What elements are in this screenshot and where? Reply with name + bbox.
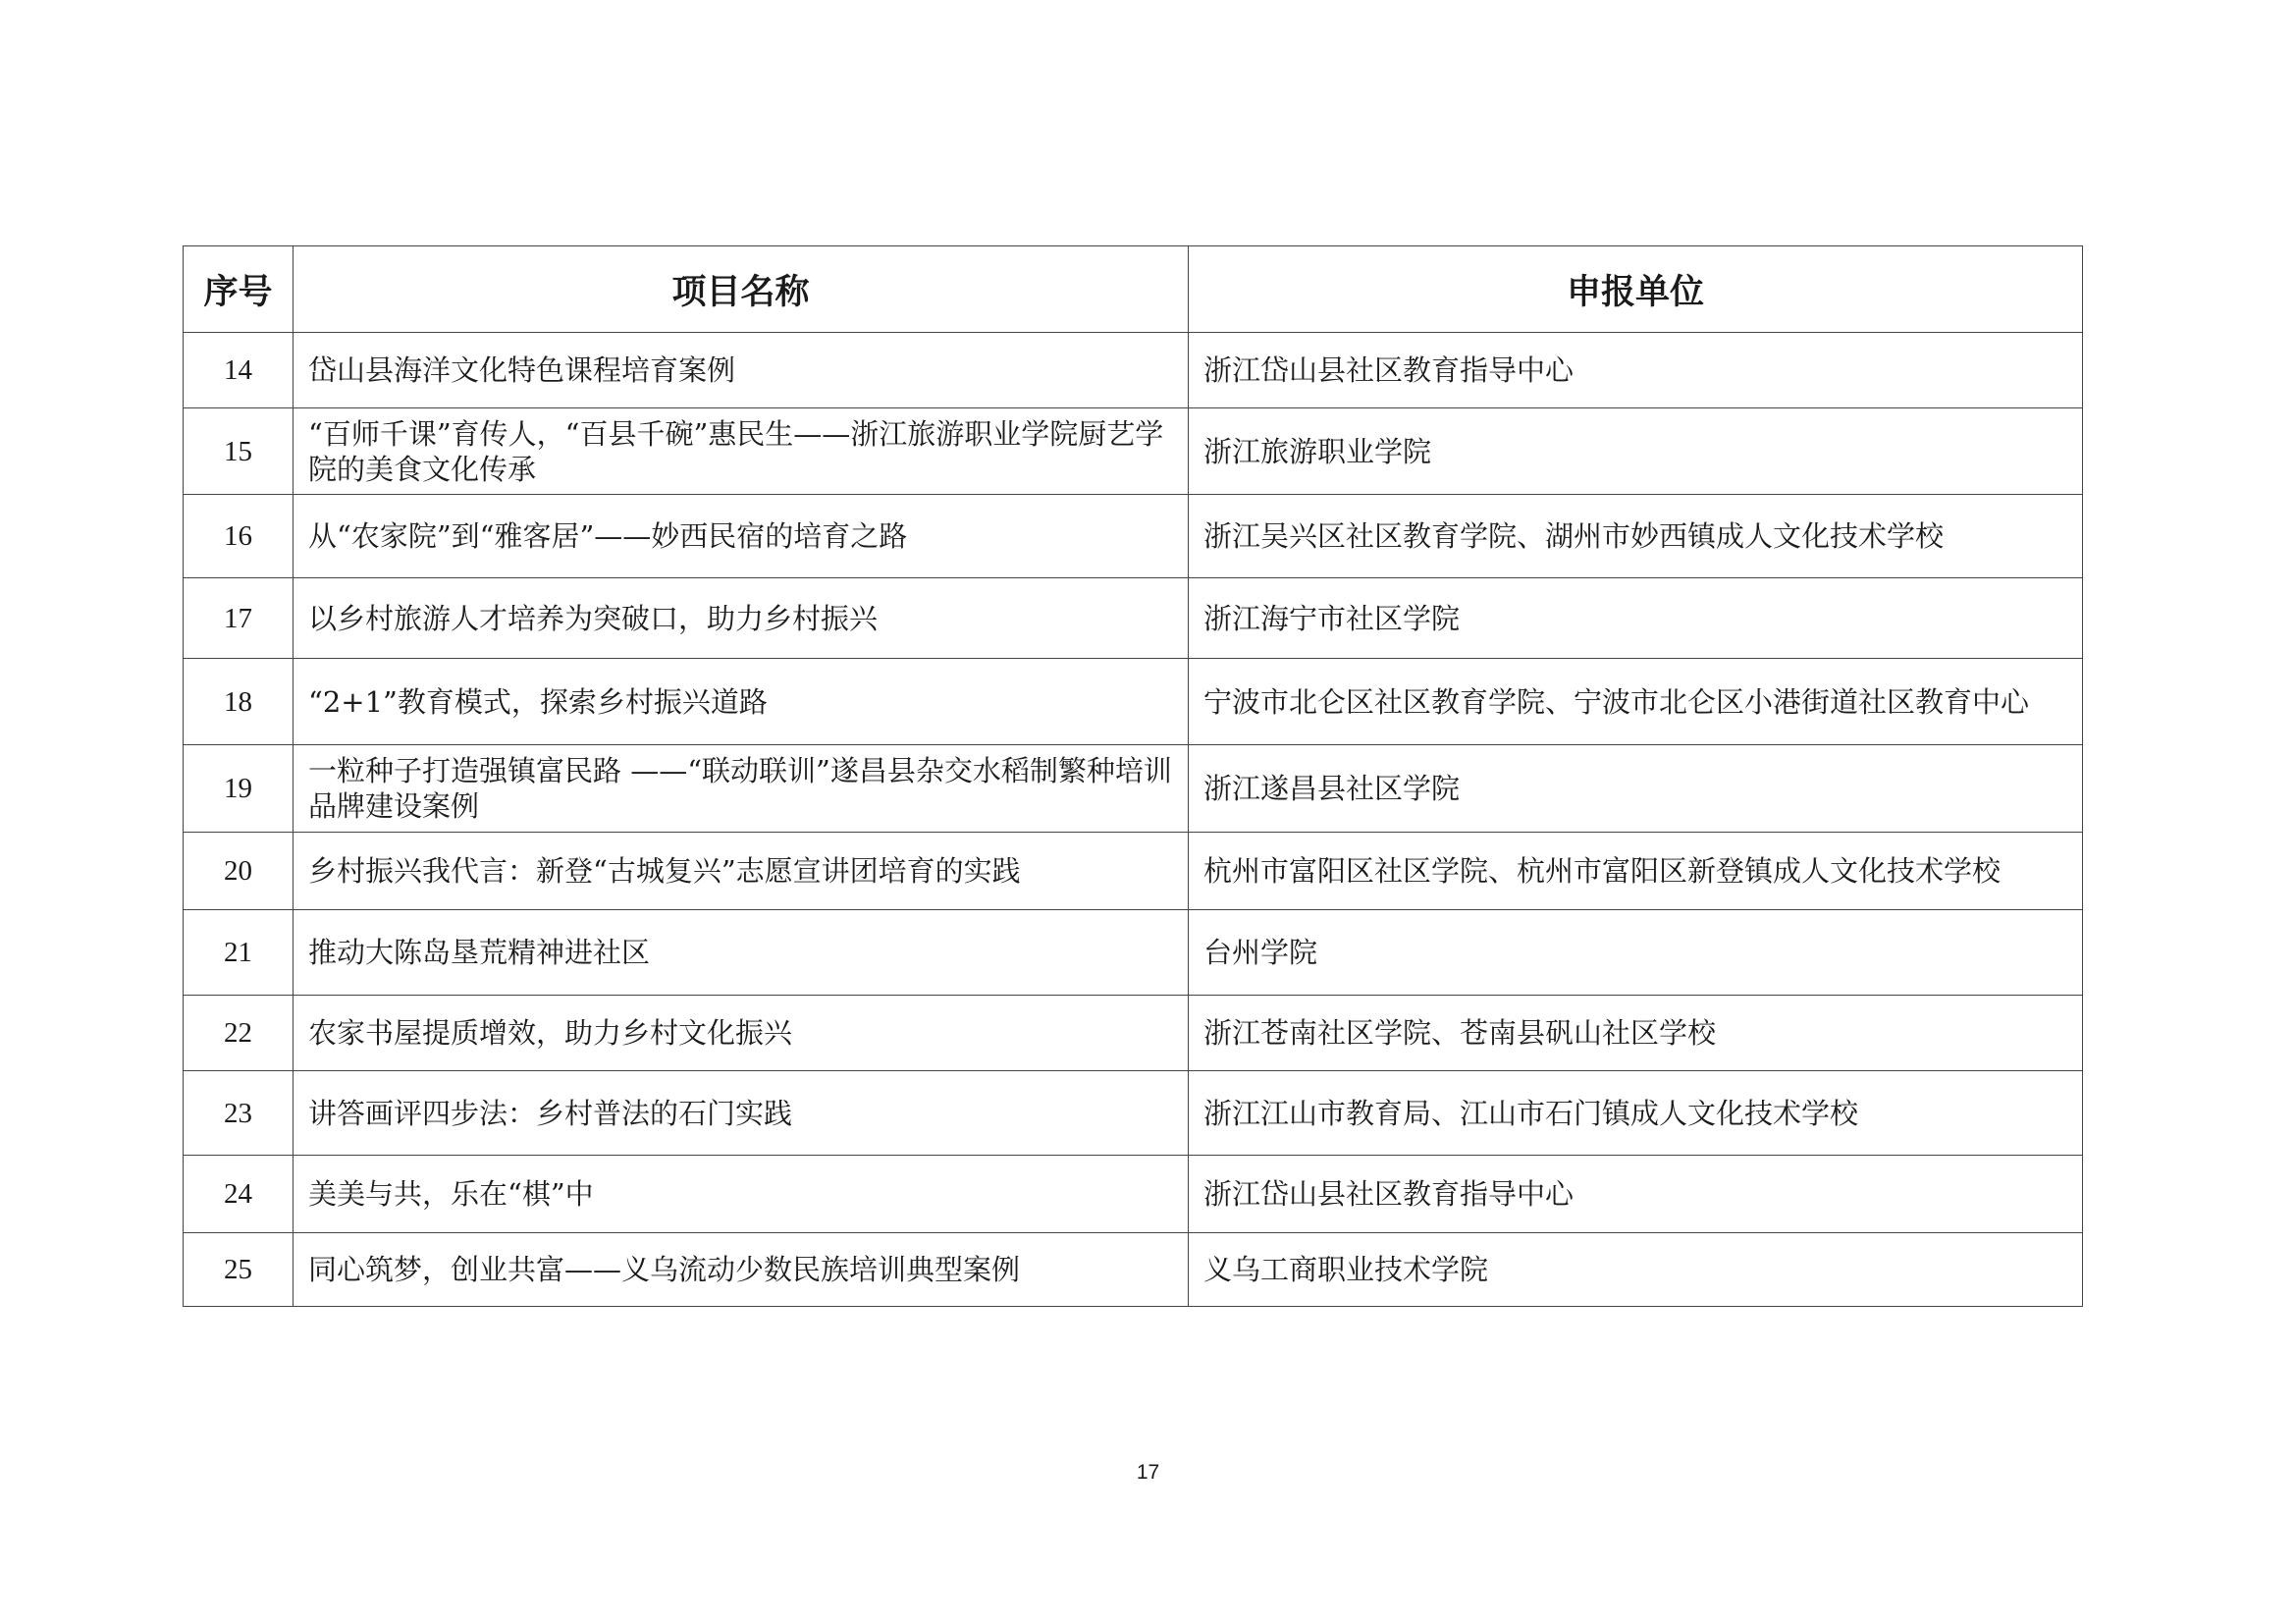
page-number: 17 <box>1136 1461 1160 1484</box>
row-unit: 浙江岱山县社区教育指导中心 <box>1189 1156 2083 1233</box>
table-row <box>184 745 2083 833</box>
row-no: 23 <box>184 1071 294 1156</box>
row-name: “2+1”教育模式，探索乡村振兴道路 <box>294 659 1189 745</box>
header-unit: 申报单位 <box>1189 246 2083 333</box>
row-name: 同心筑梦，创业共富——义乌流动少数民族培训典型案例 <box>294 1233 1189 1307</box>
table-row <box>184 495 2083 578</box>
table-row <box>184 833 2083 910</box>
header-no: 序号 <box>184 246 294 333</box>
table-row <box>184 659 2083 745</box>
row-name: 以乡村旅游人才培养为突破口，助力乡村振兴 <box>294 578 1189 659</box>
table-row <box>184 333 2083 408</box>
table-row <box>184 1156 2083 1233</box>
table-header-row <box>184 246 2083 333</box>
row-unit: 台州学院 <box>1189 910 2083 996</box>
row-unit: 浙江岱山县社区教育指导中心 <box>1189 333 2083 408</box>
table-row <box>184 408 2083 495</box>
table-row <box>184 1233 2083 1307</box>
header-name: 项目名称 <box>294 246 1189 333</box>
row-name: 农家书屋提质增效，助力乡村文化振兴 <box>294 996 1189 1071</box>
row-unit: 浙江苍南社区学院、苍南县矾山社区学校 <box>1189 996 2083 1071</box>
row-no: 17 <box>184 578 294 659</box>
row-unit: 浙江江山市教育局、江山市石门镇成人文化技术学校 <box>1189 1071 2083 1156</box>
table-row <box>184 578 2083 659</box>
row-name: 从“农家院”到“雅客居”——妙西民宿的培育之路 <box>294 495 1189 578</box>
row-no: 20 <box>184 833 294 910</box>
row-no: 14 <box>184 333 294 408</box>
row-unit: 浙江旅游职业学院 <box>1189 408 2083 495</box>
row-unit: 义乌工商职业技术学院 <box>1189 1233 2083 1307</box>
row-no: 25 <box>184 1233 294 1307</box>
row-no: 18 <box>184 659 294 745</box>
row-name: 岱山县海洋文化特色课程培育案例 <box>294 333 1189 408</box>
row-name: 乡村振兴我代言：新登“古城复兴”志愿宣讲团培育的实践 <box>294 833 1189 910</box>
row-no: 22 <box>184 996 294 1071</box>
row-name: 美美与共，乐在“棋”中 <box>294 1156 1189 1233</box>
row-name: “百师千课”育传人，“百县千碗”惠民生——浙江旅游职业学院厨艺学院的美食文化传承 <box>294 408 1189 495</box>
row-unit: 杭州市富阳区社区学院、杭州市富阳区新登镇成人文化技术学校 <box>1189 833 2083 910</box>
table-row <box>184 996 2083 1071</box>
row-no: 21 <box>184 910 294 996</box>
table-row <box>184 1071 2083 1156</box>
row-name: 一粒种子打造强镇富民路 ——“联动联训”遂昌县杂交水稻制繁种培训品牌建设案例 <box>294 745 1189 833</box>
row-unit: 浙江海宁市社区学院 <box>1189 578 2083 659</box>
project-table <box>183 245 2083 1307</box>
row-unit: 浙江吴兴区社区教育学院、湖州市妙西镇成人文化技术学校 <box>1189 495 2083 578</box>
table-row <box>184 910 2083 996</box>
row-no: 15 <box>184 408 294 495</box>
row-unit: 宁波市北仑区社区教育学院、宁波市北仑区小港街道社区教育中心 <box>1189 659 2083 745</box>
row-name: 推动大陈岛垦荒精神进社区 <box>294 910 1189 996</box>
row-name: 讲答画评四步法：乡村普法的石门实践 <box>294 1071 1189 1156</box>
row-unit: 浙江遂昌县社区学院 <box>1189 745 2083 833</box>
row-no: 19 <box>184 745 294 833</box>
row-no: 24 <box>184 1156 294 1233</box>
row-no: 16 <box>184 495 294 578</box>
